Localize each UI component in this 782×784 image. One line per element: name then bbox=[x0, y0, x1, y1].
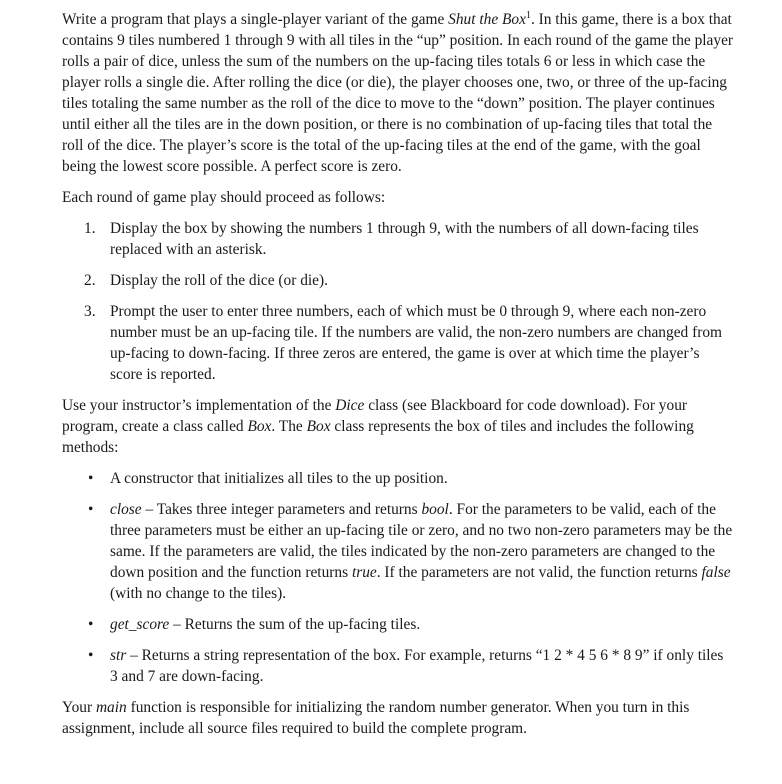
method-name-get-score: get_score bbox=[110, 616, 170, 633]
assignment-document bbox=[62, 9, 734, 749]
main-function-name: main bbox=[95, 699, 127, 716]
close-text-4: (with no change to the tiles). bbox=[110, 585, 287, 602]
closing-text-1: Your bbox=[62, 699, 96, 716]
step-number: 2. bbox=[84, 272, 96, 289]
list-item bbox=[62, 218, 734, 260]
list-item bbox=[62, 614, 734, 635]
step-text: Display the box by showing the numbers 1 through 9, with the numbers of all down-facing tiles replaced with an asterisk. bbox=[110, 220, 699, 258]
methods-list bbox=[62, 468, 734, 687]
intro-text-2: . In this game, there is a box that contains 9 tiles numbered 1 through 9 with all tiles in the “up” position. In each round of the game the player rolls a pair of dice, unless the sum of the numbers on the up-facing tiles totals 6 or less in which case the player rolls a single die. After rolling the dice (or die), the player chooses one, two, or three of the up-facing tiles totaling the same number as the roll of the dice to move to the “down” position. The player continues until either all the tiles are in the down position, or there is no combination of up-facing tiles that total the roll of the dice. The player’s score is the total of the up-facing tiles at the end of the game, with the goal being the lowest score possible. A perfect score is zero. bbox=[62, 11, 734, 175]
classes-text-4: class represents the box of tiles and includes the following methods: bbox=[62, 418, 694, 456]
step-number: 3. bbox=[84, 303, 96, 320]
classes-text-3: . The bbox=[271, 418, 307, 435]
round-intro: Each round of game play should proceed as follows: bbox=[62, 189, 386, 206]
type-bool: bool bbox=[421, 501, 449, 518]
classes-text-1: Use your instructor’s implementation of the bbox=[62, 397, 336, 414]
list-item bbox=[62, 645, 734, 687]
step-text: Prompt the user to enter three numbers, each of which must be 0 through 9, where each non-zero number must be an up-facing tile. If the numbers are valid, the non-zero numbers are changed from up-facing to down-facing. If three zeros are entered, the game is over at which time the player’s score is reported. bbox=[110, 303, 722, 383]
classes-paragraph bbox=[62, 395, 734, 458]
bullet-icon: • bbox=[88, 616, 94, 633]
footnote-mark: 1 bbox=[525, 9, 531, 21]
game-name: Shut the Box bbox=[448, 11, 526, 28]
list-item bbox=[62, 270, 734, 291]
step-number: 1. bbox=[84, 220, 96, 237]
method-constructor-text: A constructor that initializes all tiles to the up position. bbox=[110, 470, 448, 487]
str-text: – Returns a string representation of the box. For example, returns “1 2 * 4 5 6 * 8 9” if only tiles 3 and 7 are down-facing. bbox=[110, 647, 724, 685]
get-score-text: – Returns the sum of the up-facing tiles. bbox=[169, 616, 421, 633]
close-text-2: . For the parameters to be valid, each of the three parameters must be either an up-facing tile or zero, and no two non-zero parameters may be the same. If the parameters are valid, the tiles indicated by the non-zero parameters are changed to the down position and the function returns bbox=[110, 501, 733, 581]
step-text: Display the roll of the dice (or die). bbox=[110, 272, 328, 289]
intro-text-1: Write a program that plays a single-player variant of the game bbox=[62, 11, 449, 28]
bullet-icon: • bbox=[88, 470, 94, 487]
bullet-icon: • bbox=[88, 647, 94, 664]
box-class-name: Box bbox=[306, 418, 331, 435]
list-item bbox=[62, 468, 734, 489]
close-text-1: – Takes three integer parameters and returns bbox=[141, 501, 422, 518]
closing-text-2: function is responsible for initializing the random number generator. When you turn in this assignment, include all source files required to build the complete program. bbox=[62, 699, 690, 737]
list-item bbox=[62, 499, 734, 604]
method-name-close: close bbox=[110, 501, 142, 518]
round-steps-list bbox=[62, 218, 734, 385]
intro-paragraph bbox=[62, 9, 734, 177]
list-item bbox=[62, 301, 734, 385]
dice-class-name: Dice bbox=[335, 397, 365, 414]
closing-paragraph bbox=[62, 697, 734, 739]
method-name-str: str bbox=[110, 647, 127, 664]
value-true: true bbox=[351, 564, 377, 581]
box-class-name: Box bbox=[247, 418, 272, 435]
classes-text-2: class (see Blackboard for code download). For your program, create a class called bbox=[62, 397, 688, 435]
value-false: false bbox=[701, 564, 731, 581]
bullet-icon: • bbox=[88, 501, 94, 518]
close-text-3: . If the parameters are not valid, the function returns bbox=[376, 564, 702, 581]
